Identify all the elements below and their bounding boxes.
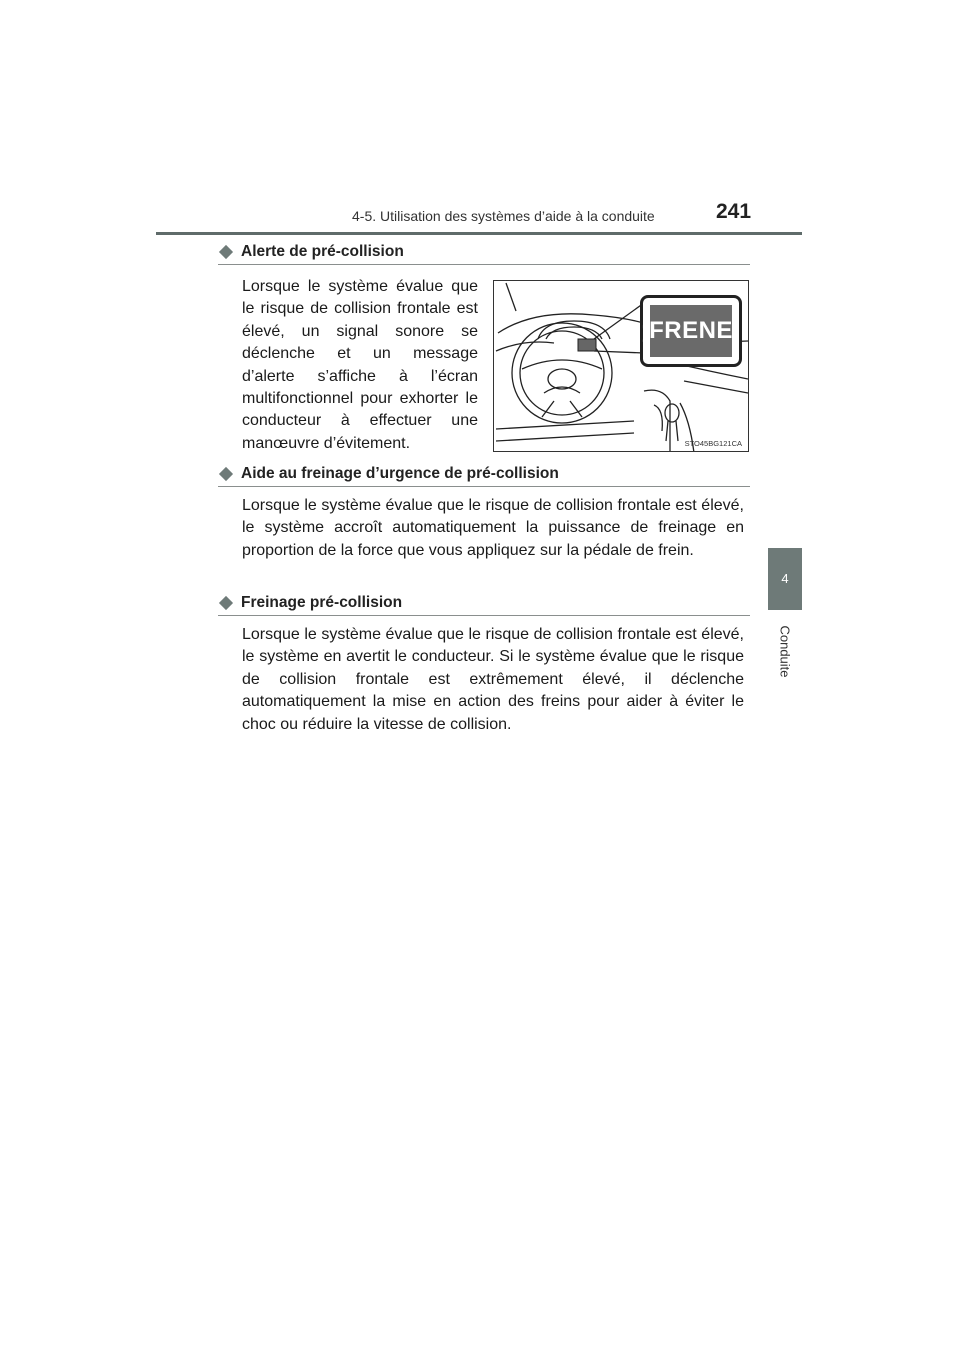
section-title-aide-freinage — [218, 465, 559, 483]
section-title-text: Alerte de pré-collision — [241, 243, 404, 260]
section-body-aide-freinage: Lorsque le système évalue que le risque de collision frontale est élevé, le système accroît automatiquement la puissance de freinage en proportion de la force que vous appliquez sur la pédale de frein. — [242, 497, 744, 559]
diamond-bullet-icon — [219, 596, 233, 610]
alert-callout — [640, 295, 742, 367]
page-number: 241 — [716, 200, 752, 223]
header-divider — [156, 232, 802, 235]
chapter-label — [768, 616, 802, 686]
alert-message: ¡FRENE! — [650, 305, 732, 357]
section-divider — [218, 615, 750, 616]
section-title-alerte — [218, 243, 404, 261]
section-divider — [218, 486, 750, 487]
diamond-bullet-icon — [219, 245, 233, 259]
section-body-freinage: Lorsque le système évalue que le risque de collision frontale est élevé, le système en avertit le conducteur. Si le système évalue que le risque de collision frontale est extrêmement élevé, il déclenche automatiquement la mise en action des freins pour aider à éviter le choc ou réduire la vitesse de collision. — [242, 626, 744, 733]
section-title-freinage — [218, 594, 402, 612]
diamond-bullet-icon — [219, 467, 233, 481]
chapter-tab: 4 — [768, 548, 802, 610]
section-title-text: Freinage pré-collision — [241, 594, 403, 611]
dashboard-illustration — [493, 280, 749, 452]
figure-code: STO45BG121CA — [684, 439, 742, 448]
chapter-label-text: Conduite — [777, 624, 793, 678]
section-title-text: Aide au freinage d’urgence de pré-collision — [241, 465, 559, 482]
section-divider — [218, 264, 750, 265]
header-section-title: 4-5. Utilisation des systèmes d’aide à la conduite — [352, 208, 655, 224]
section-body-alerte: Lorsque le système évalue que le risque de collision frontale est élevé, un signal sonore se déclenche et un message d’alerte s’affiche à l’écran multifonctionnel pour exhorter le conducteur à effectuer une manœuvre d’évitement. — [242, 278, 478, 452]
